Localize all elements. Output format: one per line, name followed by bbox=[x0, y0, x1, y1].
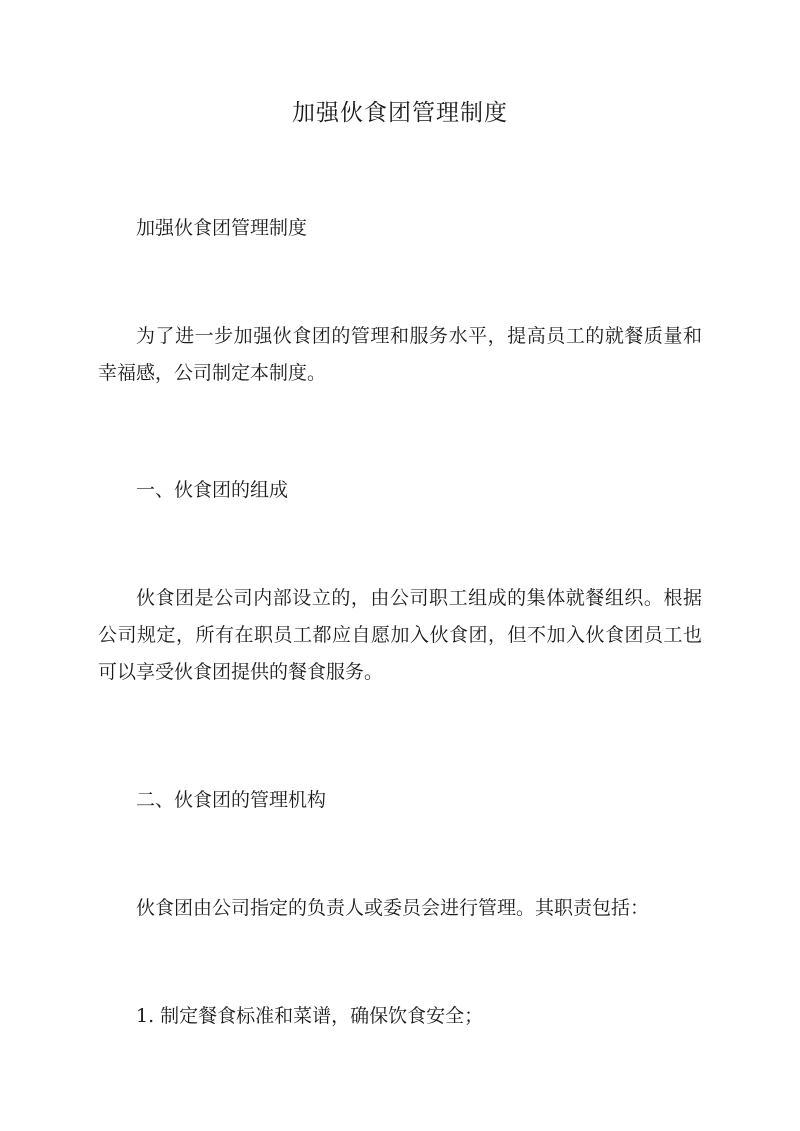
section-heading-2: 二、伙食团的管理机构 bbox=[136, 789, 327, 811]
paragraph-intro: 为了进一步加强伙食团的管理和服务水平，提高员工的就餐质量和幸福感，公司制定本制度。 bbox=[98, 325, 702, 384]
paragraph-section-2: 伙食团由公司指定的负责人或委员会进行管理。其职责包括： bbox=[136, 897, 650, 919]
document-title: 加强伙食团管理制度 bbox=[292, 100, 508, 126]
paragraph-section-1: 伙食团是公司内部设立的，由公司职工组成的集体就餐组织。根据公司规定，所有在职员工都应自愿加入伙食团，但不加入伙食团员工也可以享受伙食团提供的餐食服务。 bbox=[98, 587, 702, 683]
list-item-1: 1. 制定餐食标准和菜谱，确保饮食安全； bbox=[136, 1005, 484, 1027]
section-heading-1: 一、伙食团的组成 bbox=[136, 479, 289, 501]
paragraph-subtitle: 加强伙食团管理制度 bbox=[136, 217, 308, 239]
